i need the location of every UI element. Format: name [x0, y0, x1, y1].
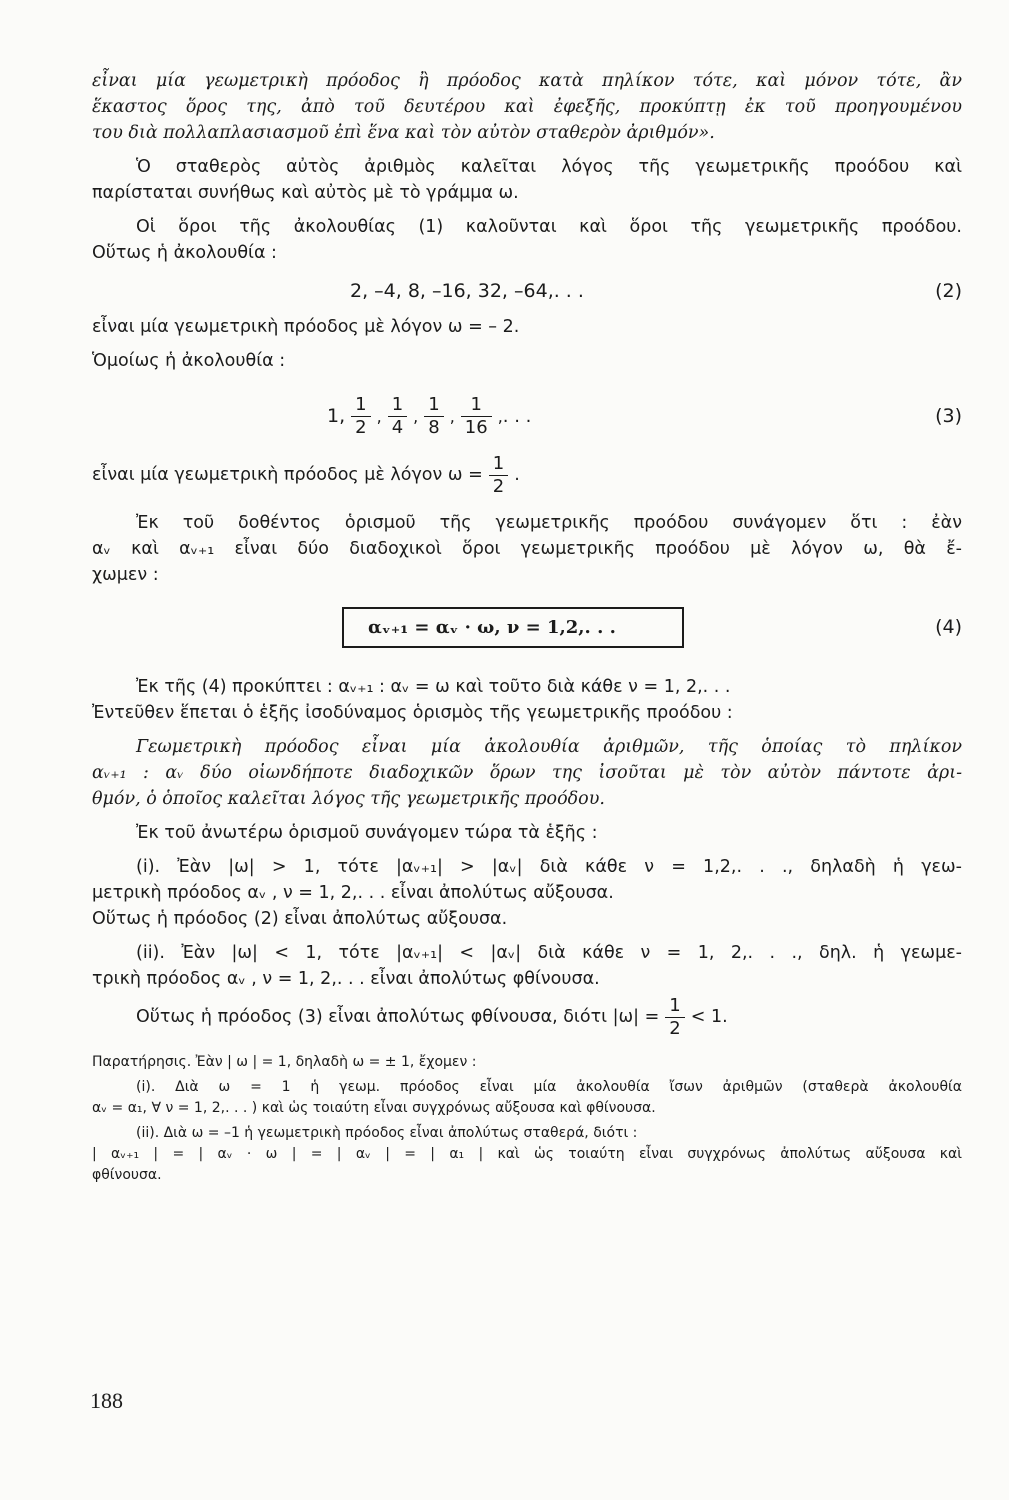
equation-3-number: (3): [935, 405, 962, 427]
fraction: [424, 394, 443, 439]
equation-4: [92, 602, 962, 652]
numerator: 1: [391, 393, 404, 415]
numerator: 1: [355, 393, 367, 415]
comma: ,: [413, 406, 419, 426]
text-line: αᵥ₊₁ : αᵥ δύο οἱωνδήποτε διαδοχικῶν ὅρων της ἰσοῦται μὲ τὸν αὐτὸν πάντοτε ἀρι-: [92, 763, 962, 783]
denominator: 16: [461, 416, 492, 439]
text-line: ἕκαστος ὅρος της, ἀπὸ τοῦ δευτέρου καὶ ἐφεξῆς, προκύπτῃ ἐκ τοῦ προηγουμένου: [92, 97, 962, 117]
example-tail: < 1.: [690, 1007, 728, 1027]
comma: ,: [449, 406, 455, 426]
text-line: (ii). Ἐὰν |ω| < 1, τότε |αᵥ₊₁| < |αᵥ| διὰ κάθε ν = 1, 2,. . ., δηλ. ἡ γεωμε-: [136, 943, 962, 963]
definition-2: [92, 734, 962, 812]
remark-title: Παρατήρησις. Ἐὰν | ω | = 1, δηλαδὴ ω = ± 1, ἔχομεν :: [92, 1054, 477, 1070]
numerator: 1: [470, 393, 482, 415]
equation-2-number: (2): [935, 280, 962, 302]
fraction: [665, 995, 684, 1040]
ratio-statement-text: εἶναι μία γεωμετρικὴ πρόοδος μὲ λόγον ω =: [92, 465, 483, 485]
denominator: 2: [351, 416, 370, 439]
equation-3: [92, 388, 962, 444]
text-line: αᵥ καὶ αᵥ₊₁ εἶναι δύο διαδοχικοὶ ὅροι γεωμετρικῆς προόδου μὲ λόγον ω, θὰ ἔ-: [92, 539, 962, 559]
period: .: [514, 465, 520, 485]
numerator: 1: [428, 393, 440, 415]
text-line: παρίσταται συνήθως καὶ αὐτὸς μὲ τὸ γράμμα ω.: [92, 183, 519, 203]
case-ii: [92, 940, 962, 992]
ellipsis: . . .: [502, 405, 532, 427]
page-body: [92, 68, 962, 1186]
numerator: 1: [669, 994, 681, 1016]
denominator: 2: [489, 475, 508, 498]
text-line: μετρικὴ πρόοδος αᵥ , ν = 1, 2,. . . εἶναι ἀπολύτως αὔξουσα.: [92, 883, 614, 903]
example-text: Οὕτως ἡ πρόοδος (3) εἶναι ἀπολύτως φθίνουσα, διότι |ω| =: [136, 1007, 660, 1027]
denominator: 2: [665, 1017, 684, 1040]
page-number: 188: [90, 1388, 123, 1413]
fraction: [489, 453, 508, 498]
remark-line: (ii). Διὰ ω = –1 ἡ γεωμετρικὴ πρόοδος εἶναι ἀπολύτως σταθερά, διότι :: [136, 1125, 638, 1141]
text-line: Ἐκ τοῦ ἀνωτέρω ὁρισμοῦ συνάγομεν τώρα τὰ ἑξῆς :: [136, 823, 598, 843]
case-ii-example: [92, 992, 962, 1042]
text-line: χωμεν :: [92, 565, 159, 585]
intro-italic: [92, 68, 962, 146]
case-i: [92, 854, 962, 932]
equation-3-first: 1,: [327, 405, 346, 427]
paragraph-definition: [92, 510, 962, 588]
text-line: του διὰ πολλαπλασιασμοῦ ἐπὶ ἕνα καὶ τὸν αὐτὸν σταθερὸν ἀριθμόν».: [92, 123, 715, 143]
boxed-formula: αᵥ₊₁ = αᵥ · ω, ν = 1,2,. . .: [342, 607, 684, 648]
equation-2-text: 2, –4, 8, –16, 32, –64,. . .: [350, 280, 584, 302]
text-line: Οἱ ὅροι τῆς ἀκολουθίας (1) καλοῦνται καὶ ὅροι τῆς γεωμετρικῆς προόδου.: [136, 217, 962, 237]
text-line: Ἐκ τοῦ δοθέντος ὁρισμοῦ τῆς γεωμετρικῆς προόδου συνάγομεν ὅτι : ἐὰν: [136, 513, 962, 533]
text-line: Οὕτως ἡ ἀκολουθία :: [92, 243, 277, 263]
text-line: Ὁ σταθερὸς αὐτὸς ἀριθμὸς καλεῖται λόγος τῆς γεωμετρικῆς προόδου καὶ: [136, 157, 962, 177]
fraction: [461, 394, 492, 439]
text-line: εἶναι μία γεωμετρικὴ πρόοδος μὲ λόγον ω = – 2.: [92, 317, 520, 337]
denominator: 4: [388, 416, 407, 439]
remark-line: αᵥ = α₁, ∀ ν = 1, 2,. . . ) καὶ ὡς τοιαύτη εἶναι συγχρόνως αὔξουσα καὶ φθίνουσα.: [92, 1100, 656, 1116]
denominator: 8: [424, 416, 443, 439]
text-line: (i). Ἐὰν |ω| > 1, τότε |αᵥ₊₁| > |αᵥ| διὰ κάθε ν = 1,2,. . ., δηλαδὴ ἡ γεω-: [136, 857, 962, 877]
equation-2: [92, 276, 962, 306]
remark: [92, 1052, 962, 1186]
ratio-statement: [92, 448, 962, 502]
numerator: 1: [492, 452, 505, 474]
fraction: [388, 394, 407, 439]
text-line: Ἐντεῦθεν ἕπεται ὁ ἑξῆς ἰσοδύναμος ὁρισμὸς τῆς γεωμετρικῆς προόδου :: [92, 703, 733, 723]
text-line: Ὁμοίως ἡ ἀκολουθία :: [92, 351, 286, 371]
text-line: θμόν, ὁ ὁποῖος καλεῖται λόγος τῆς γεωμετρικῆς προόδου.: [92, 789, 605, 809]
paragraph-terms: [92, 214, 962, 266]
text-line: Ἐκ τῆς (4) προκύπτει : αᵥ₊₁ : αᵥ = ω καὶ τοῦτο διὰ κάθε ν = 1, 2,. . .: [136, 677, 731, 697]
remark-line: φθίνουσα.: [92, 1167, 162, 1183]
text-line: τρικὴ πρόοδος αᵥ , ν = 1, 2,. . . εἶναι ἀπολύτως φθίνουσα.: [92, 969, 600, 989]
text-line: Οὕτως ἡ πρόοδος (2) εἶναι ἀπολύτως αὔξουσα.: [92, 909, 508, 929]
fraction: [351, 394, 370, 439]
text-line: εἶναι μία γεωμετρικὴ πρόοδος ἢ πρόοδος κατὰ πηλίκον τότε, καὶ μόνον τότε, ἂν: [92, 71, 962, 91]
comma: ,: [376, 406, 382, 426]
equation-4-number: (4): [935, 616, 962, 638]
comma: ,: [497, 406, 503, 426]
paragraph-from4: [92, 674, 962, 726]
paragraph-ratio: [92, 154, 962, 206]
remark-line: | αᵥ₊₁ | = | αᵥ · ω | = | αᵥ | = | α₁ | καὶ ὡς τοιαύτη εἶναι συγχρόνως ἀπολύτως αὔξουσα καὶ: [92, 1146, 962, 1162]
remark-line: (i). Διὰ ω = 1 ἡ γεωμ. πρόοδος εἶναι μία ἀκολουθία ἴσων ἀριθμῶν (σταθερὰ ἀκολουθία: [136, 1079, 962, 1095]
text-line: Γεωμετρικὴ πρόοδος εἶναι μία ἀκολουθία ἀριθμῶν, τῆς ὁποίας τὸ πηλίκον: [136, 737, 962, 757]
